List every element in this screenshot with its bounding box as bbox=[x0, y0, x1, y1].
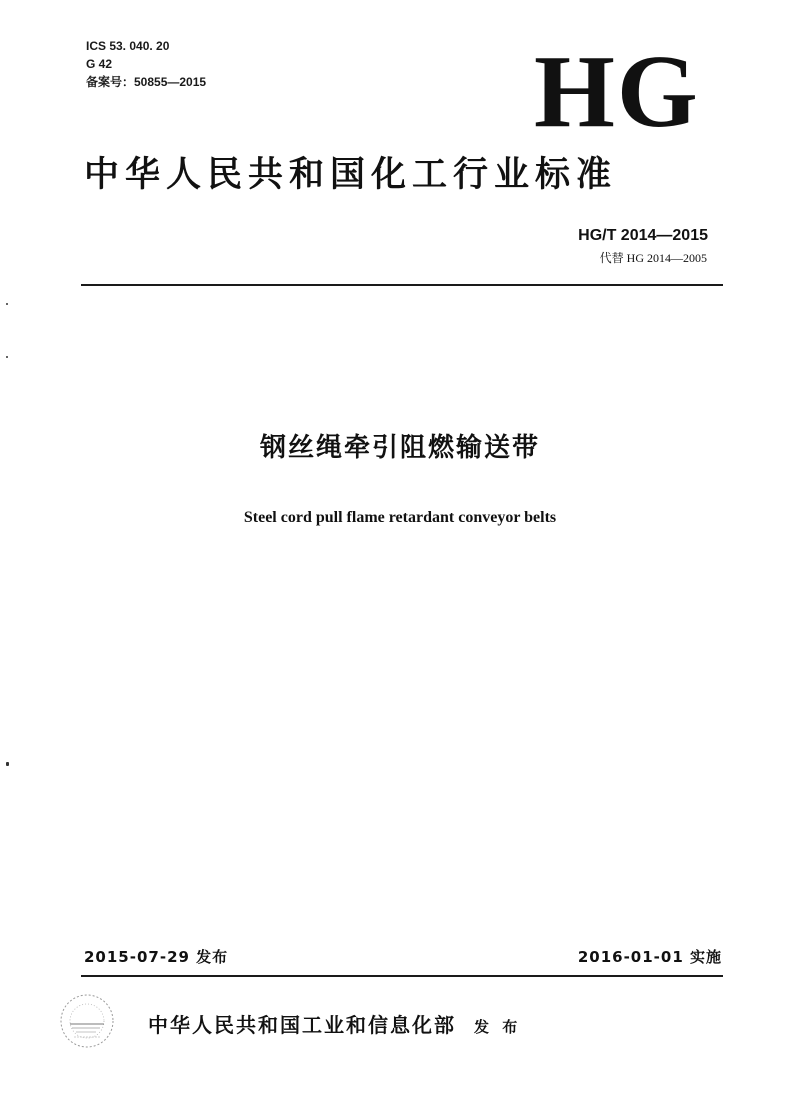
header-divider bbox=[81, 284, 723, 286]
implementation-date: 2016-01-01 实施 bbox=[577, 948, 722, 966]
replaces-note: 代替 HG 2014—2005 bbox=[599, 251, 707, 265]
hg-logo-mark: HG bbox=[534, 34, 700, 149]
footer-divider bbox=[81, 975, 723, 977]
scan-speck bbox=[6, 303, 8, 305]
issuer-publish-label: 发 布 bbox=[474, 1018, 522, 1036]
issue-date: 2015-07-29 发布 bbox=[84, 948, 229, 966]
scan-speck bbox=[6, 762, 9, 766]
ics-code: ICS 53. 040. 20 bbox=[86, 39, 170, 53]
filing-number: 备案号：50855—2015 bbox=[86, 75, 207, 89]
title-english: Steel cord pull flame retardant conveyor belts bbox=[243, 509, 557, 526]
issuer-name: 中华人民共和国工业和信息化部 bbox=[148, 1013, 456, 1037]
faint-stamp-seal bbox=[56, 990, 118, 1052]
scan-speck bbox=[6, 356, 8, 358]
standard-number: HG/T 2014—2015 bbox=[578, 227, 708, 244]
standard-type-heading: 中华人民共和国化工行业标准 bbox=[84, 155, 618, 195]
ccs-code: G 42 bbox=[86, 57, 113, 71]
issuing-authority bbox=[148, 1010, 521, 1042]
seal-icon bbox=[56, 990, 118, 1052]
title-chinese: 钢丝绳牵引阻燃输送带 bbox=[259, 433, 540, 463]
classification-block bbox=[86, 37, 206, 91]
